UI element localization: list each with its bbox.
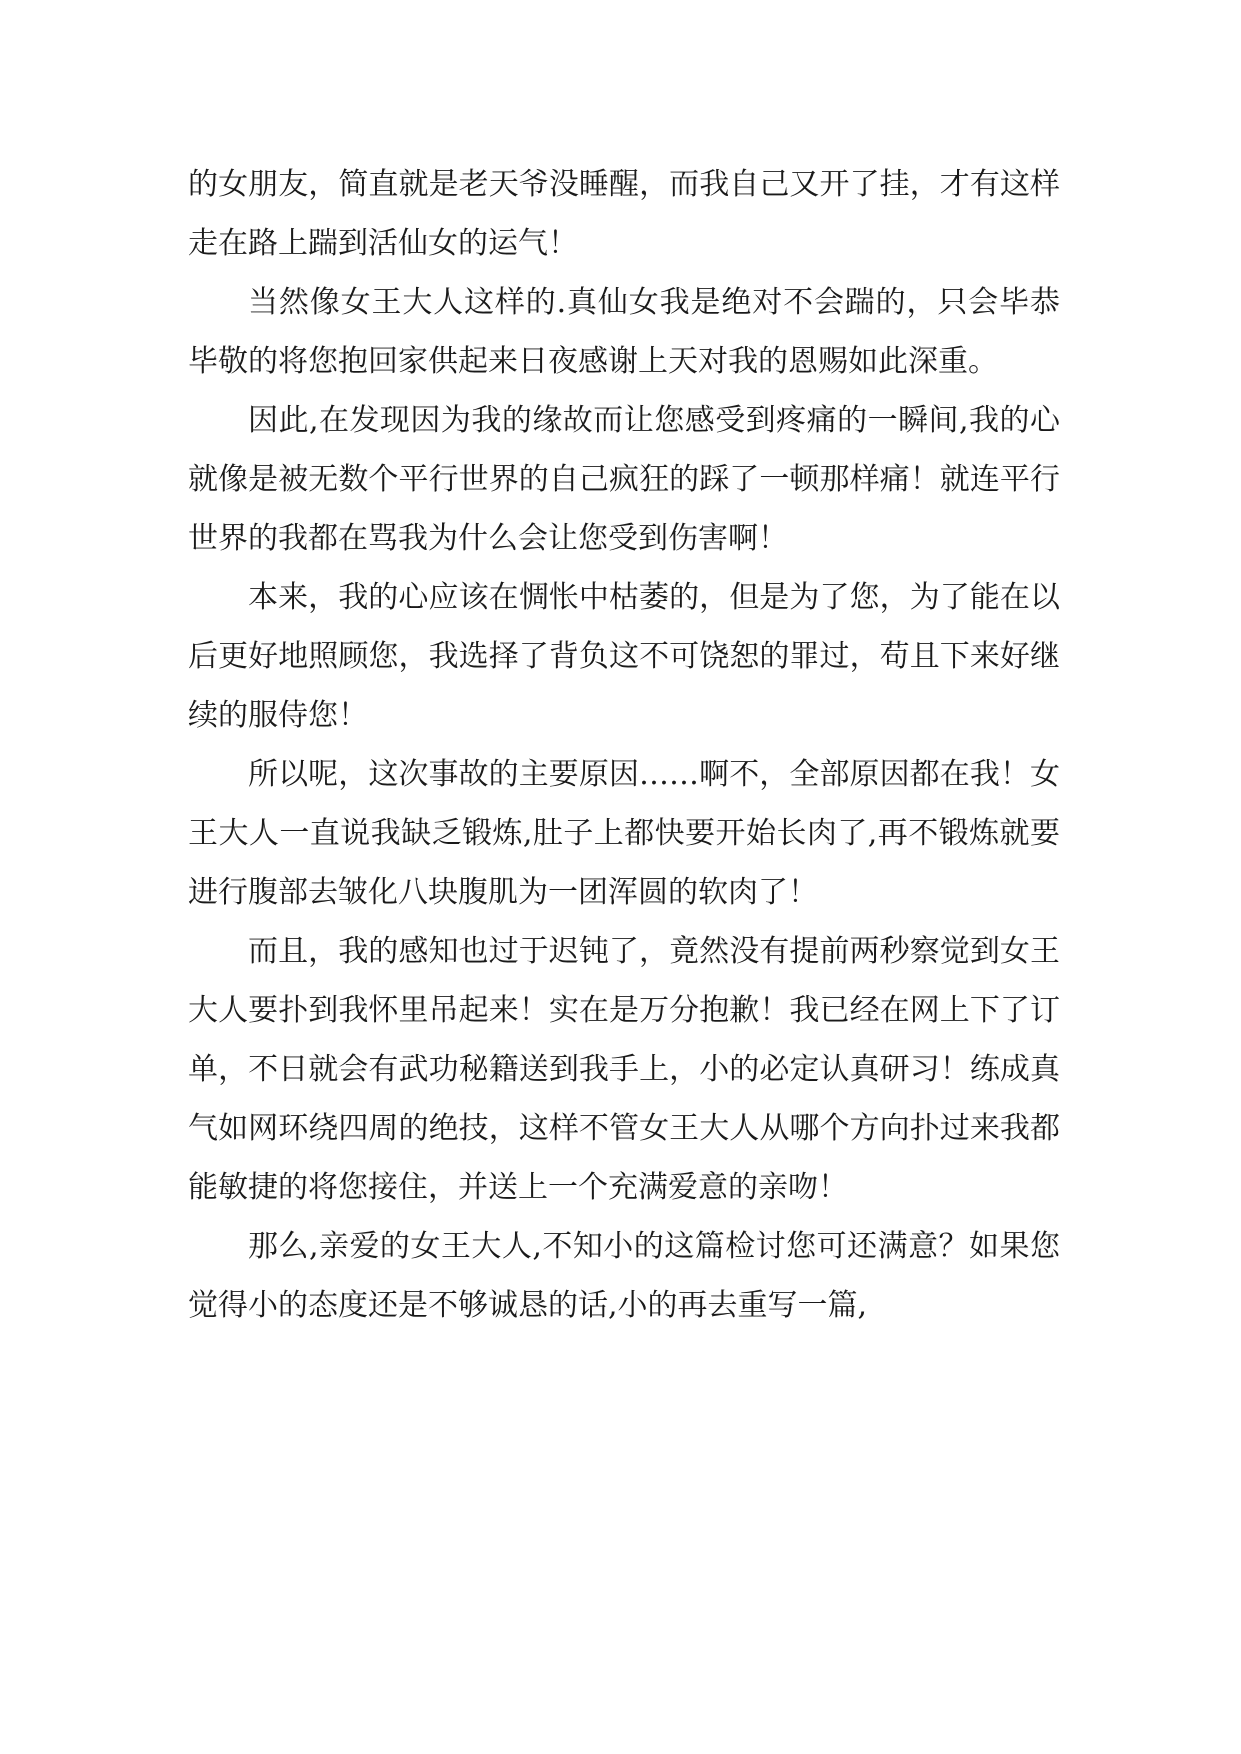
paragraph-3: 因此,在发现因为我的缘故而让您感受到疼痛的一瞬间,我的心就像是被无数个平行世界的自己疯狂的踩了一顿那样痛！就连平行世界的我都在骂我为什么会让您受到伤害啊！: [188, 403, 1060, 556]
paragraph-2: 当然像女王大人这样的.真仙女我是绝对不会踹的，只会毕恭毕敬的将您抱回家供起来日夜感谢上天对我的恩赐如此深重。: [188, 285, 1060, 379]
paragraph-7: 那么,亲爱的女王大人,不知小的这篇检讨您可还满意？如果您觉得小的态度还是不够诚恳的话,小的再去重写一篇,: [188, 1229, 1060, 1323]
paragraph-5: 所以呢，这次事故的主要原因……啊不，全部原因都在我！女王大人一直说我缺乏锻炼,肚子上都快要开始长肉了,再不锻炼就要进行腹部去皱化八块腹肌为一团浑圆的软肉了！: [188, 757, 1060, 910]
document-body: [188, 155, 1060, 1335]
paragraph-6: 而且，我的感知也过于迟钝了，竟然没有提前两秒察觉到女王大人要扑到我怀里吊起来！实在是万分抱歉！我已经在网上下了订单，不日就会有武功秘籍送到我手上，小的必定认真研习！练成真气如网环绕四周的绝技，这样不管女王大人从哪个方向扑过来我都能敏捷的将您接住，并送上一个充满爱意的亲吻！: [188, 934, 1060, 1205]
paragraph-4: 本来，我的心应该在惆怅中枯萎的，但是为了您，为了能在以后更好地照顾您，我选择了背负这不可饶恕的罪过，苟且下来好继续的服侍您！: [188, 580, 1060, 733]
paragraph-1: 的女朋友，简直就是老天爷没睡醒，而我自己又开了挂，才有这样走在路上踹到活仙女的运气！: [188, 167, 1060, 261]
